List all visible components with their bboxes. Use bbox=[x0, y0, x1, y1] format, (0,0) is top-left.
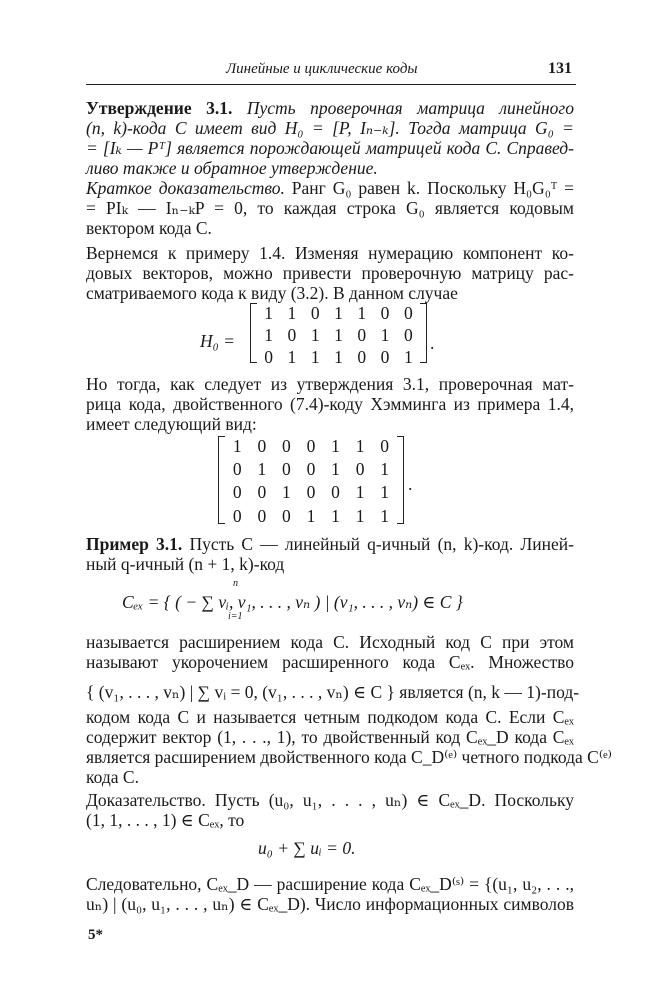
matrix-dual-row bbox=[219, 482, 403, 503]
matrix-cell: 0 bbox=[282, 436, 291, 456]
matrix-cell: 1 bbox=[355, 506, 365, 526]
matrix-dual-row bbox=[219, 436, 403, 457]
matrix-cell: 0 bbox=[380, 303, 390, 323]
matrix-cell: 0 bbox=[357, 347, 367, 367]
statement-line-3: = [Iₖ — Pᵀ] является порождающей матрицей кода C. Справед- bbox=[86, 138, 574, 158]
page-number: 131 bbox=[548, 60, 572, 77]
matrix-cell: 1 bbox=[306, 506, 316, 526]
statement-line-1 bbox=[86, 100, 574, 118]
example-line-7: содержит вектор (1, . . ., 1), то двойственный код Cₑₓ_D кода Cₑₓ bbox=[86, 727, 574, 747]
proof2-line-2: (1, 1, . . . , 1) ∈ Cₑₓ, то bbox=[86, 810, 245, 830]
proof1-line-3: вектором кода C. bbox=[86, 218, 212, 238]
matrix-cell: 1 bbox=[380, 506, 390, 526]
matrix-cell: 1 bbox=[264, 325, 274, 345]
formula-extension: Cₑₓ = { ( − ∑ vᵢ, v₁, . . . , vₙ ) | (v₁, . . . , vₙ) ∈ C } bbox=[122, 592, 463, 612]
matrix-cell: 1 bbox=[334, 303, 343, 323]
matrix-h0-label: H₀ = bbox=[200, 331, 235, 351]
statement-line-4: ливо также и обратное утверждение. bbox=[86, 158, 378, 178]
matrix-cell: 1 bbox=[264, 303, 274, 323]
matrix-cell: 1 bbox=[403, 347, 413, 367]
matrix-cell: 1 bbox=[380, 482, 390, 502]
matrix-cell: 1 bbox=[380, 325, 390, 345]
example-label: Пример 3.1. bbox=[86, 534, 183, 554]
matrix-cell: 0 bbox=[264, 347, 274, 367]
matrix-cell: 0 bbox=[380, 436, 390, 456]
sum-upper-limit: n bbox=[233, 578, 238, 589]
proof1-line-1 bbox=[86, 180, 574, 198]
example-line-5: { (v₁, . . . , vₙ) | ∑ vᵢ = 0, (v₁, . . . , vₙ) ∈ C } является (n, k — 1)-под- bbox=[86, 682, 580, 702]
para3-line-3: имеет следующий вид: bbox=[86, 414, 257, 434]
matrix-cell: 1 bbox=[257, 459, 267, 479]
matrix-cell: 1 bbox=[355, 482, 365, 502]
statement-label: Утверждение 3.1. bbox=[86, 98, 233, 118]
sum-lower-limit: i=1 bbox=[228, 611, 243, 622]
matrix-cell: 0 bbox=[287, 325, 297, 345]
example-line-4: называют укорочением расширенного кода Cₑₓ. Множество bbox=[86, 652, 574, 672]
matrix-h0-row bbox=[251, 325, 426, 346]
matrix-cell: 0 bbox=[403, 303, 413, 323]
running-title: Линейные и циклические коды bbox=[226, 61, 418, 77]
matrix-h0-period: . bbox=[430, 333, 435, 353]
matrix-cell: 0 bbox=[380, 347, 390, 367]
example-line-3: называется расширением кода C. Исходный код C при этом bbox=[86, 632, 574, 652]
matrix-h0-row bbox=[251, 347, 426, 368]
formula-sum-zero: u₀ + ∑ uᵢ = 0. bbox=[258, 838, 356, 858]
matrix-cell: 1 bbox=[380, 459, 390, 479]
proof2-line-1: Доказательство. Пусть (u₀, u₁, . . . , uₙ) ∈ Cₑₓ_D. Поскольку bbox=[86, 790, 574, 810]
matrix-dual-period: . bbox=[408, 474, 413, 494]
para3-line-2: рица кода, двойственного (7.4)-коду Хэмминга из примера 1.4, bbox=[86, 394, 574, 414]
example-line-9: кода C. bbox=[86, 767, 139, 787]
matrix-cell: 0 bbox=[310, 303, 320, 323]
matrix-cell: 0 bbox=[306, 459, 316, 479]
matrix-cell: 1 bbox=[331, 459, 340, 479]
proof1-line-2: = PIₖ — Iₙ₋ₖP = 0, то каждая строка G₀ является кодовым bbox=[86, 198, 574, 218]
matrix-cell: 0 bbox=[282, 459, 291, 479]
matrix-cell: 0 bbox=[282, 506, 291, 526]
proof1-label: Краткое доказательство. bbox=[86, 178, 285, 198]
statement-line-1-text: Пусть проверочная матрица линейного bbox=[246, 98, 575, 118]
matrix-cell: 0 bbox=[357, 325, 367, 345]
para2-line-1: Вернемся к примеру 1.4. Изменяя нумерацию компонент ко- bbox=[86, 243, 574, 263]
example-line-6: кодом кода C и называется четным подкодом кода C. Если Cₑₓ bbox=[86, 707, 574, 727]
matrix-cell: 1 bbox=[282, 482, 291, 502]
example-line-1 bbox=[86, 536, 574, 554]
matrix-h0 bbox=[250, 303, 427, 367]
matrix-dual-row bbox=[219, 459, 403, 480]
matrix-cell: 1 bbox=[331, 436, 340, 456]
matrix-cell: 1 bbox=[232, 436, 242, 456]
proof2-line-3: Следовательно, Cₑₓ_D — расширение кода Cₑₓ_D⁽ˢ⁾ = {(u₁, u₂, . . ., bbox=[86, 874, 574, 894]
proof1-line-1-text: Ранг G₀ равен k. Поскольку H₀G₀ᵀ = bbox=[291, 178, 574, 198]
matrix-cell: 0 bbox=[257, 482, 267, 502]
matrix-cell: 1 bbox=[357, 303, 367, 323]
matrix-cell: 0 bbox=[257, 436, 267, 456]
matrix-cell: 1 bbox=[287, 347, 297, 367]
matrix-cell: 1 bbox=[287, 303, 297, 323]
para2-line-2: довых векторов, можно привести проверочную матрицу рас- bbox=[86, 263, 574, 283]
para3-line-1: Но тогда, как следует из утверждения 3.1, проверочная мат- bbox=[86, 374, 574, 394]
matrix-cell: 0 bbox=[257, 506, 267, 526]
matrix-cell: 1 bbox=[334, 325, 343, 345]
statement-line-2: (n, k)-кода C имеет вид H₀ = [P, Iₙ₋ₖ]. Тогда матрица G₀ = bbox=[86, 118, 574, 138]
matrix-cell: 0 bbox=[355, 459, 365, 479]
example-line-8: является расширением двойственного кода C_D⁽ᵉ⁾ четного подкода C⁽ᵉ⁾ bbox=[86, 747, 612, 767]
para2-line-3: сматриваемого кода к виду (3.2). В данном случае bbox=[86, 283, 458, 303]
matrix-cell: 0 bbox=[306, 436, 316, 456]
matrix-cell: 1 bbox=[310, 347, 320, 367]
matrix-cell: 1 bbox=[310, 325, 320, 345]
matrix-cell: 0 bbox=[232, 482, 242, 502]
matrix-cell: 0 bbox=[232, 506, 242, 526]
matrix-dual bbox=[218, 436, 404, 524]
matrix-cell: 0 bbox=[331, 482, 340, 502]
matrix-cell: 0 bbox=[403, 325, 413, 345]
matrix-h0-row bbox=[251, 303, 426, 324]
matrix-cell: 1 bbox=[355, 436, 365, 456]
matrix-cell: 1 bbox=[334, 347, 343, 367]
matrix-cell: 1 bbox=[331, 506, 340, 526]
matrix-cell: 0 bbox=[232, 459, 242, 479]
proof2-line-4: uₙ) | (u₀, u₁, . . . , uₙ) ∈ Cₑₓ_D). Число информационных символов bbox=[86, 894, 574, 914]
signature-mark: 5* bbox=[88, 927, 103, 943]
matrix-cell: 0 bbox=[306, 482, 316, 502]
matrix-dual-row bbox=[219, 506, 403, 527]
page-header bbox=[86, 58, 576, 85]
example-line-1-text: Пусть C — линейный q-ичный (n, k)-код. Линей- bbox=[189, 534, 574, 554]
example-line-2: ный q-ичный (n + 1, k)-код bbox=[86, 554, 285, 574]
